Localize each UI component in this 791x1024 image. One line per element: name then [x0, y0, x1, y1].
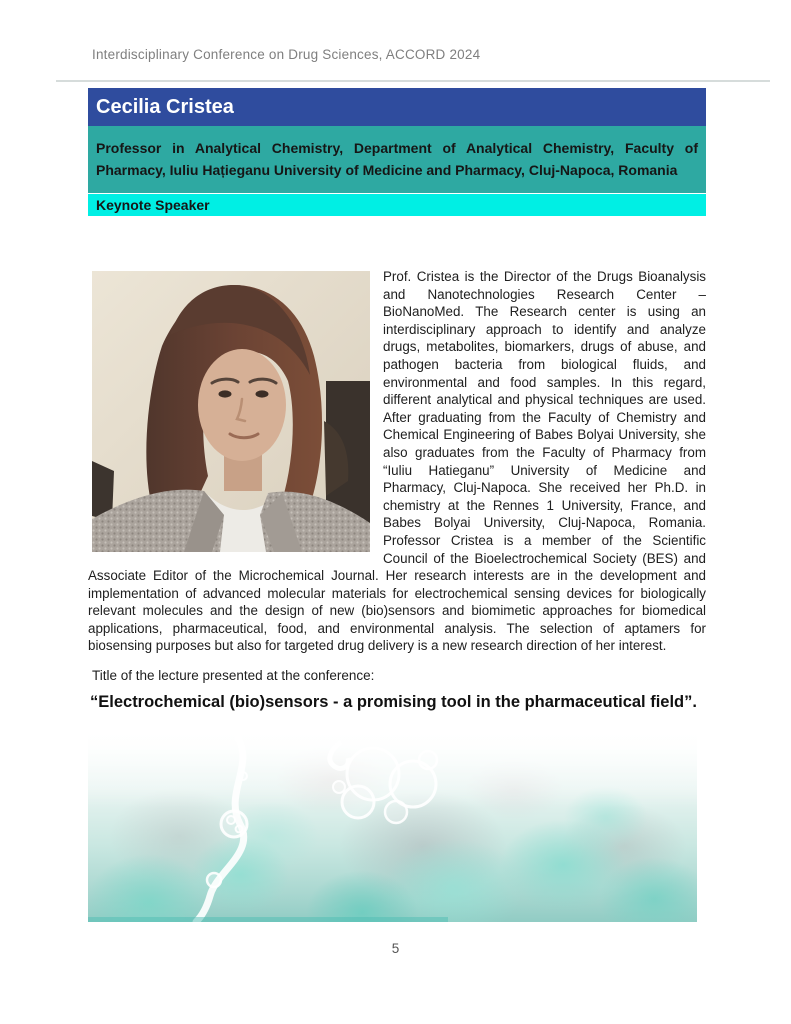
keynote-speaker-banner: Keynote Speaker	[88, 194, 706, 216]
page-number: 5	[391, 941, 400, 956]
speaker-banner-stack	[88, 88, 706, 216]
lecture-intro-label: Title of the lecture presented at the conference:	[92, 668, 375, 683]
speaker-bio-section	[88, 268, 706, 655]
speaker-affiliation-banner: Professor in Analytical Chemistry, Department of Analytical Chemistry, Faculty of Pharmacy, Iuliu Hațieganu University of Medicine and Pharmacy, Cluj-Napoca, Romania	[88, 126, 706, 193]
running-header: Interdisciplinary Conference on Drug Sciences, ACCORD 2024	[92, 47, 481, 62]
cell-illustration	[88, 732, 697, 922]
speaker-name-banner: Cecilia Cristea	[88, 88, 706, 126]
header-divider	[56, 80, 770, 82]
lecture-title: “Electrochemical (bio)sensors - a promising tool in the pharmaceutical field”.	[90, 693, 697, 711]
speaker-bio-text: Prof. Cristea is the Director of the Drugs Bioanalysis and Nanotechnologies Research Center – BioNanoMed. The Research center is using an interdisciplinary approach to identify and analyze drugs, metabolites, biomarkers, drugs of abuse, and pathogen bacteria from biological fluids, and environmental and food samples. In this regard, different analytical and physical techniques are used. After graduating from the Faculty of Chemistry and Chemical Engineering of Babes Bolyai University, she also graduates from the Faculty of Pharmacy from “Iuliu Hatieganu” University of Medicine and Pharmacy, Cluj-Napoca. She received her Ph.D. in chemistry at the Rennes 1 University, France, and Babes Bolyai University, Cluj-Napoca, Romania. Professor Cristea is a member of the Scientific Council of the Bioelectrochemical Society (BES) and Associate Editor of the Microchemical Journal. Her research interests are in the development and implementation of advanced molecular materials for electrochemical sensing devices for biologically relevant molecules and the design of new (bio)sensors and biomimetic approaches for biomedical applications, pharmaceutical, food, and environmental analysis. The selection of aptamers for biosensing purposes but also for targeted drug delivery is a new research direction of her interest.	[88, 269, 706, 654]
speaker-photo	[92, 271, 370, 552]
decorative-footer-image	[88, 732, 697, 922]
